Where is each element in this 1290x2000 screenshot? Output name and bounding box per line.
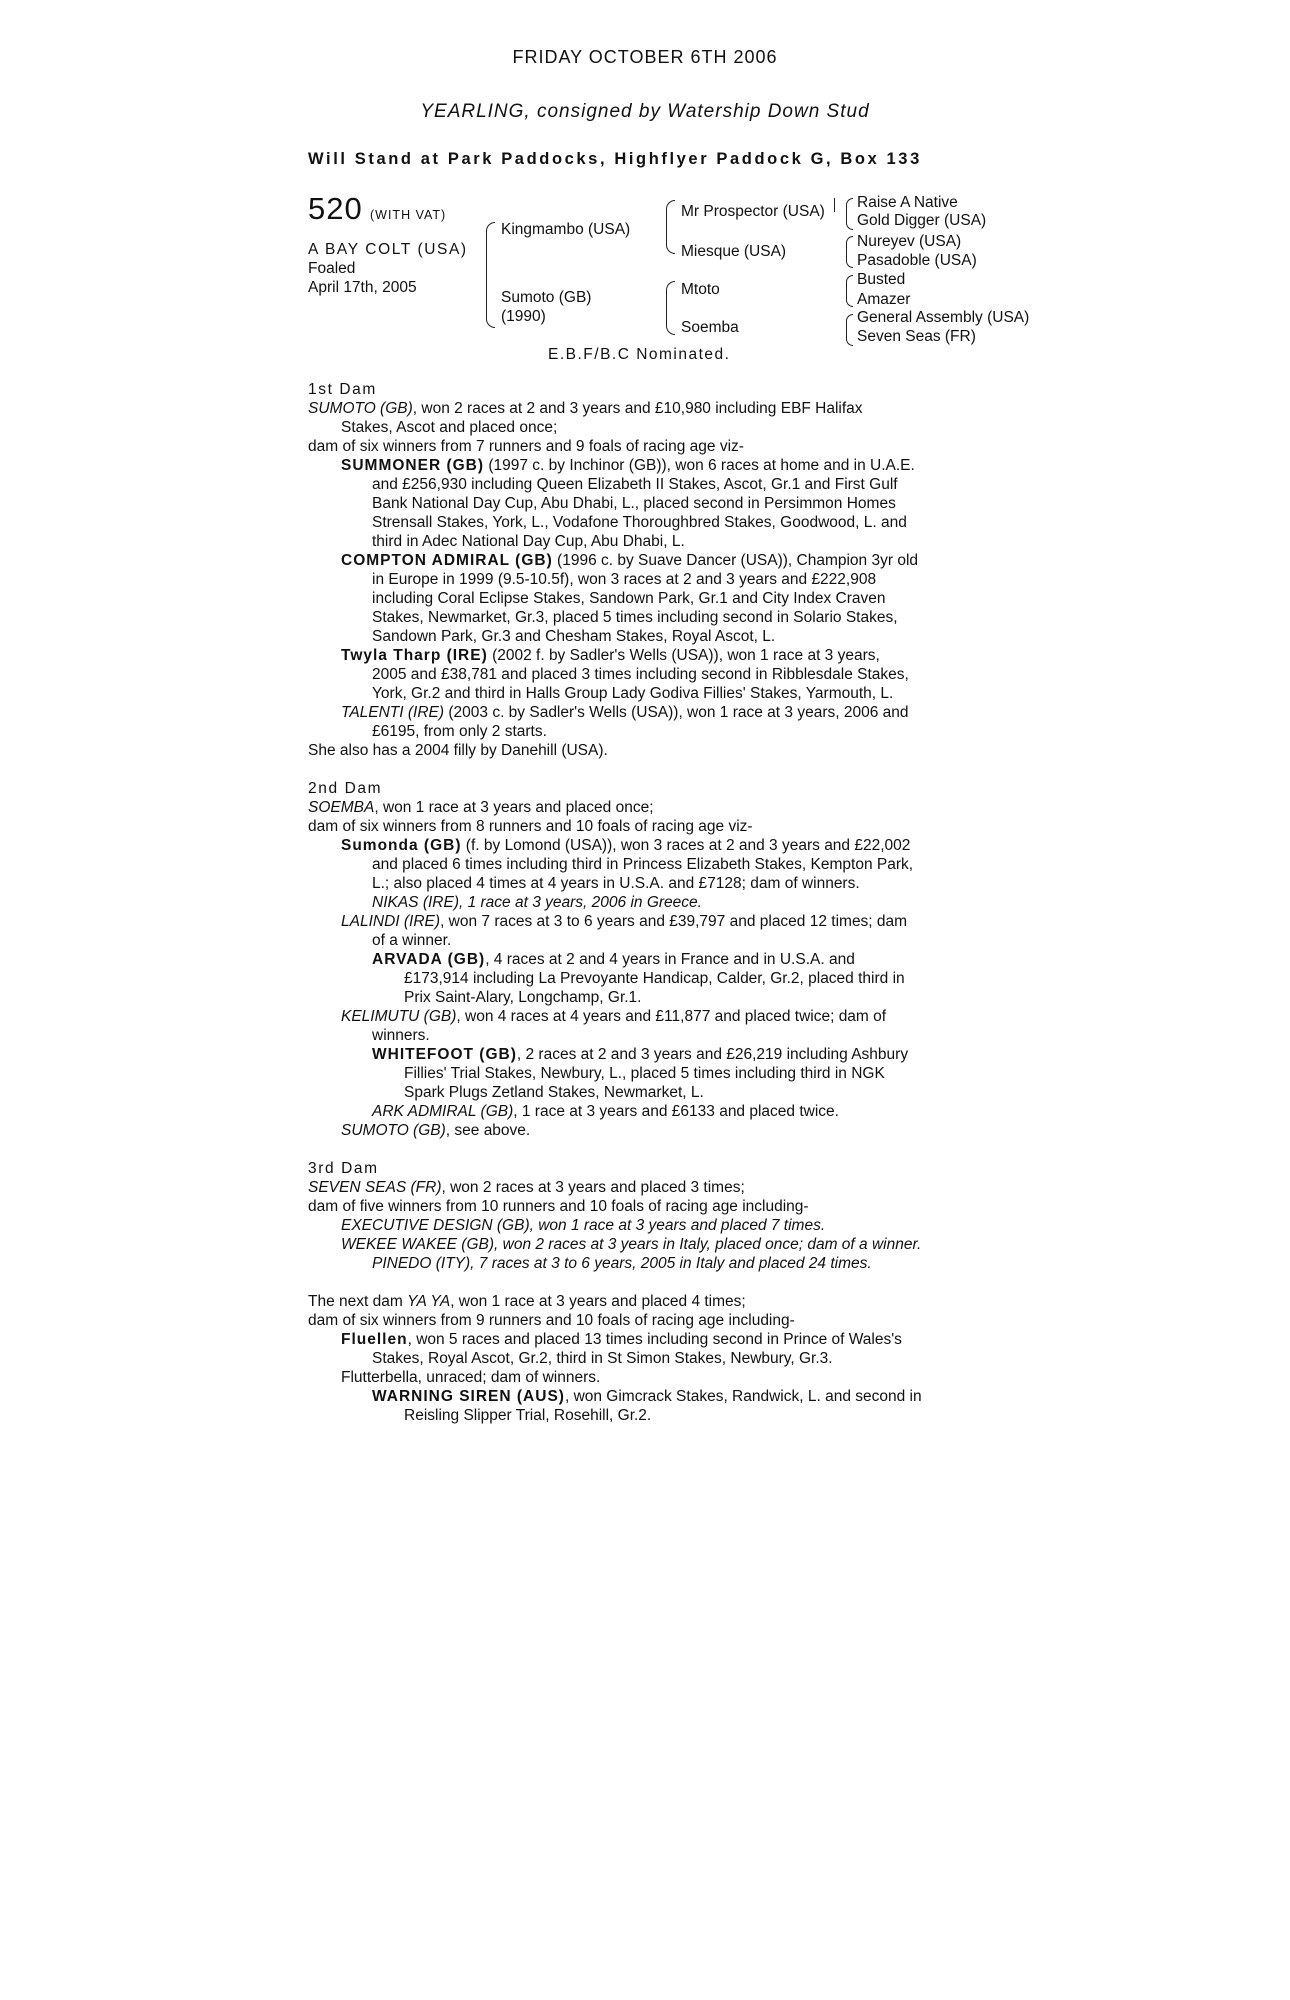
nomination-note: E.B.F/B.C Nominated. <box>548 346 731 363</box>
produce-record <box>308 380 978 1425</box>
lot-number: 520 <box>308 191 363 226</box>
second-dam-heading: 2nd Dam <box>308 780 383 797</box>
produce-entry-line: £6195, from only 2 starts. <box>372 723 547 740</box>
produce-entry: Flutterbella, unraced; dam of winners. <box>341 1369 601 1386</box>
sire-dam-dam: Pasadoble (USA) <box>857 252 977 269</box>
foaled-label: Foaled <box>308 260 356 277</box>
pedigree-bracket-2 <box>666 200 675 254</box>
dam-sire-sire: Busted <box>857 271 906 288</box>
dam-dam-sire: General Assembly (USA) <box>857 309 1030 326</box>
stand-location: Will Stand at Park Paddocks, Highflyer Paddock G, Box 133 <box>308 150 922 168</box>
produce-entry-line: York, Gr.2 and third in Halls Group Lady Godiva Fillies' Stakes, Yarmouth, L. <box>372 685 894 702</box>
produce-entry: WARNING SIREN (AUS), won Gimcrack Stakes, Randwick, L. and second in <box>372 1388 922 1405</box>
sire-dam: Miesque (USA) <box>681 243 787 260</box>
dam-dam: Soemba <box>681 319 739 336</box>
first-dam-note: She also has a 2004 filly by Danehill (USA). <box>308 742 608 759</box>
produce-entry: WEKEE WAKEE (GB), won 2 races at 3 years in Italy, placed once; dam of a winner. <box>341 1236 922 1253</box>
produce-entry: Twyla Tharp (IRE) (2002 f. by Sadler's Wells (USA)), won 1 race at 3 years, <box>341 647 880 664</box>
first-dam-line: SUMOTO (GB), won 2 races at 2 and 3 years and £10,980 including EBF Halifax <box>308 400 863 417</box>
produce-entry-line: of a winner. <box>372 932 452 949</box>
first-dam-line: Stakes, Ascot and placed once; <box>341 419 558 436</box>
produce-entry-line: 2005 and £38,781 and placed 3 times including second in Ribblesdale Stakes, <box>372 666 909 683</box>
produce-entry-line: £173,914 including La Prevoyante Handicap, Calder, Gr.2, placed third in <box>404 970 905 987</box>
sire-sire-sire: Raise A Native <box>857 194 958 211</box>
second-dam-line: SOEMBA, won 1 race at 3 years and placed once; <box>308 799 654 816</box>
spacer <box>308 1273 978 1292</box>
third-dam-heading: 3rd Dam <box>308 1160 379 1177</box>
produce-entry-line: Bank National Day Cup, Abu Dhabi, L., placed second in Persimmon Homes <box>372 495 896 512</box>
dam-sire: Mtoto <box>681 281 720 298</box>
produce-entry-line: and £256,930 including Queen Elizabeth II Stakes, Ascot, Gr.1 and First Gulf <box>372 476 898 493</box>
foaled-date: April 17th, 2005 <box>308 279 417 296</box>
dam-sire-dam: Amazer <box>857 291 911 308</box>
produce-entry: COMPTON ADMIRAL (GB) (1996 c. by Suave Dancer (USA)), Champion 3yr old <box>341 552 919 569</box>
horse-description: A BAY COLT (USA) <box>308 241 468 258</box>
produce-entry: EXECUTIVE DESIGN (GB), won 1 race at 3 years and placed 7 times. <box>341 1217 826 1234</box>
pedigree-bracket-3 <box>666 281 675 335</box>
spacer <box>308 760 978 779</box>
sire-sire: Mr Prospector (USA) <box>681 203 825 220</box>
pedigree-brace-top-a <box>834 198 835 212</box>
next-dam-summary: dam of six winners from 9 runners and 10 foals of racing age including- <box>308 1312 795 1329</box>
pedigree-bracket-6 <box>846 275 853 307</box>
produce-entry-line: Spark Plugs Zetland Stakes, Newmarket, L. <box>404 1084 704 1101</box>
produce-entry-line: Stakes, Newmarket, Gr.3, placed 5 times including second in Solario Stakes, <box>372 609 898 626</box>
produce-entry: Fluellen, won 5 races and placed 13 times including second in Prince of Wales's <box>341 1331 902 1348</box>
spacer <box>308 1140 978 1159</box>
produce-entry: SUMOTO (GB), see above. <box>341 1122 531 1139</box>
produce-entry: Sumonda (GB) (f. by Lomond (USA)), won 3 races at 2 and 3 years and £22,002 <box>341 837 911 854</box>
pedigree-bracket-5 <box>846 236 853 268</box>
first-dam-heading: 1st Dam <box>308 381 377 398</box>
produce-entry-line: Reisling Slipper Trial, Rosehill, Gr.2. <box>404 1407 652 1424</box>
sire-dam-sire: Nureyev (USA) <box>857 233 962 250</box>
dam: Sumoto (GB) <box>501 289 592 306</box>
third-dam-line: SEVEN SEAS (FR), won 2 races at 3 years and placed 3 times; <box>308 1179 745 1196</box>
sire-sire-dam: Gold Digger (USA) <box>857 212 987 229</box>
sale-date: FRIDAY OCTOBER 6TH 2006 <box>512 47 778 67</box>
produce-entry-line: Strensall Stakes, York, L., Vodafone Thoroughbred Stakes, Goodwood, L. and <box>372 514 907 531</box>
produce-entry-line: Stakes, Royal Ascot, Gr.2, third in St Simon Stakes, Newbury, Gr.3. <box>372 1350 833 1367</box>
vat-note: (WITH VAT) <box>370 208 447 222</box>
first-dam-summary: dam of six winners from 7 runners and 9 foals of racing age viz- <box>308 438 744 455</box>
dam-year: (1990) <box>501 308 546 325</box>
produce-entry-line: NIKAS (IRE), 1 race at 3 years, 2006 in Greece. <box>372 894 702 911</box>
consignor-line: YEARLING, consigned by Watership Down Stud <box>420 101 870 122</box>
produce-entry: SUMMONER (GB) (1997 c. by Inchinor (GB)), won 6 races at home and in U.A.E. <box>341 457 915 474</box>
dam-dam-dam: Seven Seas (FR) <box>857 328 976 345</box>
second-dam-summary: dam of six winners from 8 runners and 10 foals of racing age viz- <box>308 818 753 835</box>
sire: Kingmambo (USA) <box>501 221 631 238</box>
produce-entry-line: Fillies' Trial Stakes, Newbury, L., placed 5 times including third in NGK <box>404 1065 885 1082</box>
produce-entry-line: third in Adec National Day Cup, Abu Dhabi, L. <box>372 533 685 550</box>
produce-entry: WHITEFOOT (GB), 2 races at 2 and 3 years and £26,219 including Ashbury <box>372 1046 909 1063</box>
produce-entry: PINEDO (ITY), 7 races at 3 to 6 years, 2005 in Italy and placed 24 times. <box>372 1255 872 1272</box>
produce-entry: ARVADA (GB), 4 races at 2 and 4 years in France and in U.S.A. and <box>372 951 855 968</box>
produce-entry-line: in Europe in 1999 (9.5-10.5f), won 3 races at 2 and 3 years and £222,908 <box>372 571 877 588</box>
produce-entry-line: L.; also placed 4 times at 4 years in U.S.A. and £7128; dam of winners. <box>372 875 860 892</box>
pedigree-bracket-4 <box>846 198 853 230</box>
produce-entry-line: Prix Saint-Alary, Longchamp, Gr.1. <box>404 989 642 1006</box>
produce-entry: KELIMUTU (GB), won 4 races at 4 years and £11,877 and placed twice; dam of <box>341 1008 887 1025</box>
pedigree-bracket-1 <box>486 222 495 328</box>
produce-entry-line: Sandown Park, Gr.3 and Chesham Stakes, Royal Ascot, L. <box>372 628 776 645</box>
pedigree-bracket-7 <box>846 314 853 346</box>
produce-entry: ARK ADMIRAL (GB), 1 race at 3 years and £6133 and placed twice. <box>372 1103 839 1120</box>
produce-entry: TALENTI (IRE) (2003 c. by Sadler's Wells (USA)), won 1 race at 3 years, 2006 and <box>341 704 909 721</box>
third-dam-summary: dam of five winners from 10 runners and 10 foals of racing age including- <box>308 1198 809 1215</box>
produce-entry: LALINDI (IRE), won 7 races at 3 to 6 years and £39,797 and placed 12 times; dam <box>341 913 908 930</box>
produce-entry-line: including Coral Eclipse Stakes, Sandown Park, Gr.1 and City Index Craven <box>372 590 886 607</box>
next-dam-line: The next dam YA YA, won 1 race at 3 years and placed 4 times; <box>308 1293 746 1310</box>
produce-entry-line: and placed 6 times including third in Princess Elizabeth Stakes, Kempton Park, <box>372 856 914 873</box>
produce-entry-line: winners. <box>372 1027 430 1044</box>
